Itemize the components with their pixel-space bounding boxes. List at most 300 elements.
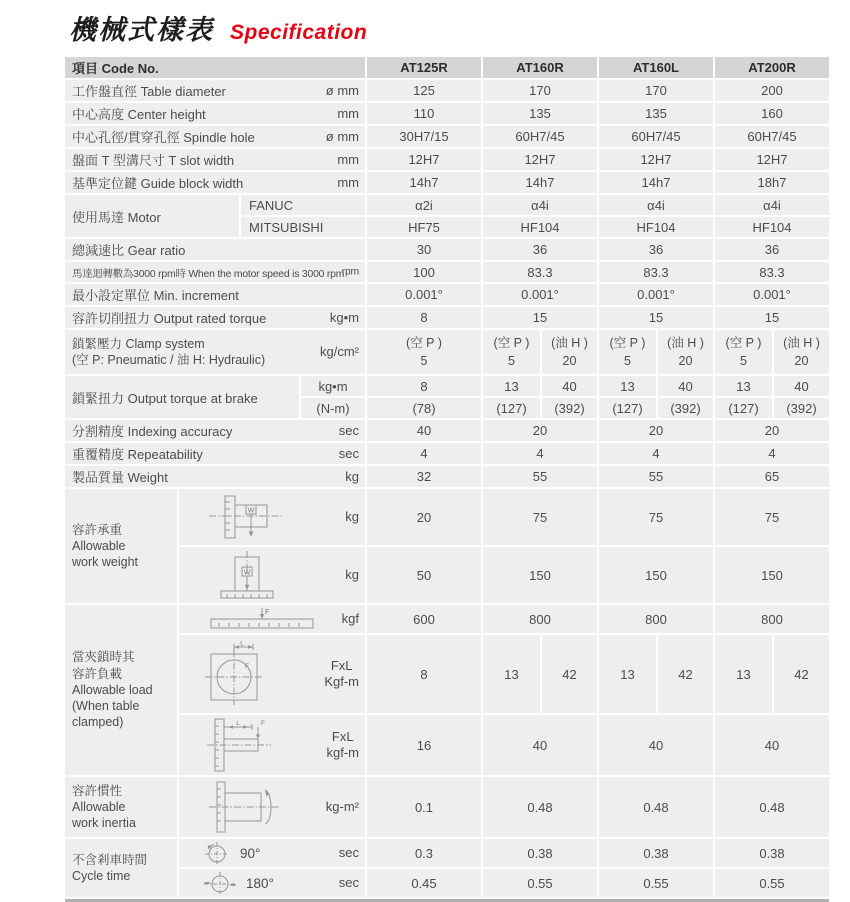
unit-label: FxL kgf-m: [326, 728, 359, 760]
cell-text: (78): [412, 400, 436, 416]
spec-value: [483, 420, 597, 441]
diagram-cell-work-horizontal: [179, 489, 365, 545]
cell-text: 75: [764, 509, 780, 525]
spec-value: [715, 307, 829, 328]
cell-text-lines: (空 P ) 5: [493, 335, 530, 368]
cell-text: 0.001°: [753, 287, 791, 302]
spec-value: [367, 330, 481, 374]
cell-text: 100: [413, 264, 435, 280]
spec-value: [715, 149, 829, 170]
table-row: [65, 126, 829, 147]
table-row: [65, 330, 829, 374]
spec-value: [599, 715, 713, 775]
cell-text: 鎖緊扭力 Output torque at brake: [72, 390, 258, 406]
cell-text: 12H7: [756, 152, 788, 167]
cell-text: (127): [612, 400, 643, 416]
table-row: [65, 239, 829, 260]
cell-text: 15: [648, 310, 664, 325]
cell-text: 馬達迴轉數為3000 rpm時 When the motor speed is 3000 rpm: [72, 268, 345, 280]
cell-text: 13: [620, 666, 635, 682]
spec-value: [715, 376, 772, 396]
cell-text: 40: [648, 737, 664, 753]
spec-value: [774, 330, 829, 374]
spec-value: [715, 777, 829, 837]
diagram-cell-rotate-90: [179, 839, 365, 867]
spec-value: [483, 307, 597, 328]
table-row: [65, 635, 829, 713]
spec-value: [658, 330, 713, 374]
cell-text: 83.3: [643, 264, 669, 280]
spec-value: [599, 80, 713, 101]
spec-value: [599, 149, 713, 170]
cell-text-lines: (油 H ) 20: [667, 335, 704, 368]
spec-value: [367, 489, 481, 545]
row-label-weight: [65, 466, 365, 487]
table-row: [65, 466, 829, 487]
cell-text: α4i: [531, 197, 549, 213]
spec-value: [599, 466, 713, 487]
spec-value: [599, 420, 713, 441]
spec-value: [542, 376, 597, 396]
svg-text:F: F: [265, 609, 270, 616]
spec-value: [715, 466, 829, 487]
cell-text: 中心高度 Center height: [72, 107, 206, 122]
cell-text: HF104: [636, 219, 676, 235]
motor-brand-fanuc: [241, 195, 365, 215]
spec-value: [715, 839, 829, 867]
cell-text: 800: [529, 611, 551, 627]
spec-value: [367, 217, 481, 237]
unit-label: kgf: [341, 610, 359, 626]
cell-text: 4: [652, 446, 660, 461]
spec-value: [367, 80, 481, 101]
row-label-motor: [65, 195, 239, 237]
spec-value: [367, 398, 481, 418]
diagram-cell-load-axial-arm: [179, 715, 365, 775]
cell-text: 4: [536, 446, 544, 461]
spec-value: [367, 869, 481, 897]
table-row: [65, 777, 829, 837]
spec-value: [715, 489, 829, 545]
spec-value: [483, 839, 597, 867]
cell-text: 30H7/15: [399, 129, 449, 144]
table-row: [65, 547, 829, 603]
spec-value: [599, 239, 713, 260]
spec-value: [542, 635, 597, 713]
page-title-en: Specification: [230, 21, 368, 44]
inertia-icon: [203, 780, 299, 834]
cell-text: 170: [529, 83, 551, 98]
cell-text: 50: [416, 567, 432, 583]
diagram-cell-load-top-force: [179, 605, 365, 633]
unit-label: mm: [337, 174, 359, 190]
cell-text-lines: (油 H ) 20: [551, 335, 588, 368]
table-row: [65, 284, 829, 305]
cell-text: 200: [761, 83, 783, 98]
spec-value: [483, 777, 597, 837]
spec-value: [367, 466, 481, 487]
spec-value: [658, 376, 713, 396]
cell-text: HF104: [752, 219, 792, 235]
cell-text: (127): [728, 400, 759, 416]
cell-text: 20: [532, 423, 548, 438]
cell-text: 42: [562, 666, 577, 682]
spec-value: [483, 239, 597, 260]
cell-text: (392): [786, 400, 817, 416]
cell-text: 83.3: [527, 264, 553, 280]
cell-text: 40: [764, 737, 780, 753]
cell-text: 42: [794, 666, 809, 682]
spec-value: [599, 172, 713, 193]
spec-value: [483, 103, 597, 124]
spec-value: [715, 284, 829, 305]
row-label-allowable-load-clamped: [65, 605, 177, 775]
cell-text: 40: [678, 378, 693, 394]
cell-text-lines: (空 P ) 5: [406, 335, 442, 368]
cell-text: 0.55: [759, 875, 785, 891]
spec-value: [483, 80, 597, 101]
cell-text-lines: 不含剎車時間 Cycle time: [72, 852, 148, 883]
spec-value: [542, 330, 597, 374]
cell-text: 製品質量 Weight: [72, 470, 168, 485]
diagram-cell-rotate-180: [179, 869, 365, 897]
model-header-at160r: AT160R: [483, 57, 597, 78]
cell-text: 15: [764, 310, 780, 325]
spec-value: [715, 217, 829, 237]
spec-value: [715, 547, 829, 603]
spec-value: [599, 869, 713, 897]
cell-text: 36: [532, 242, 548, 257]
cell-text: 0.001°: [637, 287, 675, 302]
page-title-zh: 機械式樣表: [69, 15, 214, 45]
spec-value: [599, 284, 713, 305]
cell-text: 8: [420, 310, 428, 325]
cell-text: 分割精度 Indexing accuracy: [72, 424, 233, 439]
cell-text: 13: [504, 378, 519, 394]
spec-value: [367, 195, 481, 215]
spec-value: [715, 262, 829, 282]
row-label-clamp-system: [65, 330, 365, 374]
cell-text: 55: [648, 469, 664, 484]
spec-value: [483, 195, 597, 215]
cell-text: 135: [529, 106, 551, 121]
rotate-180-icon: [203, 870, 237, 896]
cell-text: 30: [416, 242, 432, 257]
cell-text: 使用馬達 Motor: [72, 209, 161, 225]
spec-value: [715, 398, 772, 418]
cell-text: 40: [794, 378, 809, 394]
unit-nm: [301, 398, 365, 418]
spec-value: [367, 307, 481, 328]
spec-value: [483, 489, 597, 545]
cell-text: (392): [670, 400, 701, 416]
spec-value: [483, 605, 597, 633]
cell-text: 20: [648, 423, 664, 438]
table-row: [65, 376, 829, 396]
cell-text-lines: 容許承重 Allowable work weight: [72, 522, 138, 570]
spec-value: [483, 869, 597, 897]
cell-text: 20: [764, 423, 780, 438]
cell-text: 13: [504, 666, 519, 682]
cell-text: 工作盤直徑 Table diameter: [72, 84, 226, 99]
spec-value: [483, 466, 597, 487]
spec-value: [483, 715, 597, 775]
cell-text: 20: [416, 509, 432, 525]
cell-text: 盤面 T 型溝尺寸 T slot width: [72, 153, 235, 168]
spec-value: [483, 398, 540, 418]
cell-text: 65: [764, 469, 780, 484]
cell-text: 55: [532, 469, 548, 484]
table-row: [65, 80, 829, 101]
spec-value: [367, 149, 481, 170]
cell-text-lines: 容許慣性 Allowable work inertia: [72, 783, 136, 831]
spec-value: [599, 777, 713, 837]
cell-text: 重覆精度 Repeatability: [72, 447, 203, 462]
spec-value: [483, 635, 540, 713]
cell-text: 600: [413, 611, 435, 627]
spec-value: [658, 398, 713, 418]
spec-value: [483, 126, 597, 147]
table-row: [65, 103, 829, 124]
cell-text: 60H7/45: [747, 129, 797, 144]
unit-label: sec: [338, 422, 359, 438]
cell-text: 135: [645, 106, 667, 121]
spec-value: [367, 239, 481, 260]
spec-value: [599, 489, 713, 545]
unit-label: ø mm: [325, 128, 359, 144]
cell-text: 40: [562, 378, 577, 394]
spec-value: [599, 376, 656, 396]
cell-text: 13: [736, 666, 751, 682]
unit-label: ø mm: [325, 82, 359, 98]
spec-value: [367, 715, 481, 775]
spec-value: [715, 103, 829, 124]
cell-text: 42: [678, 666, 693, 682]
cell-text: 15: [532, 310, 548, 325]
spec-value: [367, 262, 481, 282]
spec-value: [715, 195, 829, 215]
cell-text: MITSUBISHI: [249, 219, 324, 235]
spec-value: [599, 217, 713, 237]
cell-text: 150: [761, 567, 783, 583]
cell-text: 0.48: [759, 799, 785, 815]
unit-label: rpm: [341, 266, 359, 278]
cell-text: (N-m): [316, 400, 350, 416]
svg-text:L: L: [240, 641, 244, 648]
row-label-repeatability: [65, 443, 365, 464]
row-label-output-rated-torque: [65, 307, 365, 328]
cell-text: 90°: [240, 845, 261, 861]
spec-value: [367, 547, 481, 603]
diagram-cell-work-vertical: [179, 547, 365, 603]
row-label-allowable-work-weight: [65, 489, 177, 603]
cell-text: (127): [496, 400, 527, 416]
row-label-output-torque-at-brake: [65, 376, 299, 418]
load-top-force-icon: [203, 606, 323, 632]
cell-text: 0.55: [527, 875, 553, 891]
spec-value: [483, 217, 597, 237]
spec-value: [774, 398, 829, 418]
cell-text: 60H7/45: [631, 129, 681, 144]
unit-label: kg: [345, 566, 359, 582]
cell-text: 75: [532, 509, 548, 525]
cell-text: 60H7/45: [515, 129, 565, 144]
cell-text: 0.45: [411, 875, 437, 891]
svg-text:W: W: [243, 569, 251, 577]
spec-value: [715, 420, 829, 441]
spec-value: [774, 376, 829, 396]
cell-text: 180°: [246, 875, 274, 891]
spec-value: [599, 635, 656, 713]
cell-text: (392): [554, 400, 585, 416]
table-row: [65, 262, 829, 282]
spec-value: [367, 605, 481, 633]
cell-text-lines: 鎖緊壓力 Clamp system (空 P: Pneumatic / 油 H: Hydraulic): [72, 336, 266, 367]
diagram-cell-inertia: [179, 777, 365, 837]
unit-label: sec: [338, 874, 359, 890]
cell-text: 13: [736, 378, 751, 394]
spec-value: [367, 635, 481, 713]
table-row: [65, 420, 829, 441]
rotate-90-icon: [203, 840, 231, 866]
cell-text: 0.1: [414, 799, 434, 815]
unit-label: sec: [338, 844, 359, 860]
unit-label: kg: [345, 508, 359, 524]
unit-kgm: [301, 376, 365, 396]
spec-value: [542, 398, 597, 418]
row-label-cycle-time: [65, 839, 177, 897]
table-row: [65, 172, 829, 193]
unit-label: mm: [337, 105, 359, 121]
table-row: [65, 605, 829, 633]
cell-text: 36: [648, 242, 664, 257]
table-row: [65, 869, 829, 897]
row-label-table-diameter: [65, 80, 365, 101]
spec-value: [483, 149, 597, 170]
spec-value: [715, 715, 829, 775]
table-row: [65, 307, 829, 328]
cell-text: 總減速比 Gear ratio: [72, 243, 186, 258]
code-no-header: 項目 Code No.: [65, 57, 365, 78]
cell-text: 32: [416, 469, 432, 484]
cell-text: 14h7: [525, 175, 555, 190]
cell-text: 0.48: [527, 799, 553, 815]
spec-value: [599, 398, 656, 418]
cell-text: 40: [416, 423, 432, 438]
spec-value: [483, 376, 540, 396]
spec-value: [715, 605, 829, 633]
cell-text: FANUC: [249, 197, 294, 213]
cell-text: 8: [420, 378, 428, 394]
unit-label: sec: [338, 445, 359, 461]
model-header-at125r: AT125R: [367, 57, 481, 78]
spec-value: [367, 172, 481, 193]
row-label-t-slot-width: [65, 149, 365, 170]
spec-value: [367, 420, 481, 441]
cell-text: 18h7: [757, 175, 787, 190]
cell-text: 0.55: [643, 875, 669, 891]
spec-value: [715, 330, 772, 374]
cell-text: 14h7: [641, 175, 671, 190]
spec-value: [599, 443, 713, 464]
svg-text:W: W: [247, 507, 255, 515]
cell-text: 基準定位鍵 Guide block width: [72, 176, 244, 191]
spec-value: [658, 635, 713, 713]
cell-text: HF75: [408, 219, 440, 235]
cell-text: 4: [768, 446, 776, 461]
unit-label: mm: [337, 151, 359, 167]
cell-text: 0.48: [643, 799, 669, 815]
svg-text:F: F: [261, 720, 265, 727]
spec-value: [367, 284, 481, 305]
cell-text: 0.38: [527, 845, 553, 861]
row-label-allowable-work-inertia: [65, 777, 177, 837]
cell-text: 150: [529, 567, 551, 583]
cell-text: 170: [645, 83, 667, 98]
cell-text: 0.3: [414, 845, 434, 861]
cell-text: 13: [620, 378, 635, 394]
cell-text: 16: [416, 737, 432, 753]
spec-value: [483, 262, 597, 282]
cell-text: α4i: [763, 197, 781, 213]
work-vertical-icon: [203, 550, 291, 600]
row-label-gear-ratio: [65, 239, 365, 260]
spec-value: [715, 80, 829, 101]
spec-value: [367, 443, 481, 464]
unit-label: kg-m²: [325, 798, 359, 814]
cell-text: 800: [761, 611, 783, 627]
table-row: [65, 715, 829, 775]
cell-text: 36: [764, 242, 780, 257]
model-header-at200r: AT200R: [715, 57, 829, 78]
cell-text: 0.38: [759, 845, 785, 861]
work-horizontal-icon: [203, 494, 299, 540]
spec-value: [599, 126, 713, 147]
cell-text: 中心孔徑/貫穿孔徑 Spindle hole: [72, 130, 255, 145]
row-label-min-increment: [65, 284, 365, 305]
spec-value: [715, 172, 829, 193]
spec-value: [367, 126, 481, 147]
load-radial-icon: [203, 641, 267, 707]
cell-text-lines: (空 P ) 5: [609, 335, 646, 368]
spec-value: [715, 635, 772, 713]
cell-text: 40: [532, 737, 548, 753]
table-row: [65, 195, 829, 215]
cell-text: α2i: [415, 197, 433, 213]
cell-text: 0.001°: [521, 287, 559, 302]
spec-value: [367, 376, 481, 396]
specification-table: [63, 55, 831, 899]
cell-text: kg•m: [318, 378, 348, 394]
spec-value: [599, 547, 713, 603]
table-row: [65, 443, 829, 464]
cell-text: 12H7: [640, 152, 672, 167]
unit-label: FxL Kgf-m: [324, 657, 359, 689]
svg-text:F: F: [245, 663, 249, 670]
spec-value: [599, 605, 713, 633]
row-label-motor-speed: [65, 262, 365, 282]
unit-label: kg/cm²: [320, 343, 359, 359]
spec-value: [715, 443, 829, 464]
spec-value: [483, 284, 597, 305]
cell-text: 800: [645, 611, 667, 627]
cell-text: 110: [413, 106, 435, 121]
cell-text: 75: [648, 509, 664, 525]
cell-text: 0.38: [643, 845, 669, 861]
spec-value: [715, 239, 829, 260]
row-label-center-height: [65, 103, 365, 124]
page-title: [69, 8, 850, 47]
